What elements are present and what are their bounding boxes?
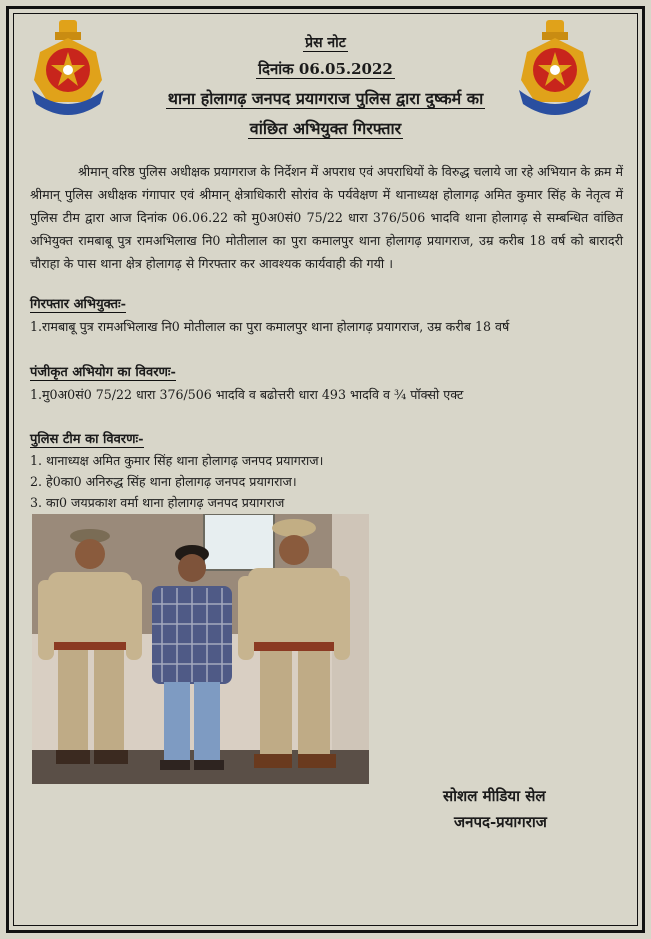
press-note-title: प्रेस नोट <box>305 35 346 51</box>
team-heading: पुलिस टीम का विवरणः- <box>30 432 144 447</box>
press-note-date: दिनांक 06.05.2022 <box>258 60 393 78</box>
team-item: 3. का0 जयप्रकाश वर्मा थाना होलागढ़ जनपद प्रयागराज <box>30 495 285 510</box>
case-heading: पंजीकृत अभियोग का विवरणः- <box>30 365 176 380</box>
signature-line-1: सोशल मीडिया सेल <box>443 787 546 805</box>
body-paragraph: श्रीमान् वरिष्ठ पुलिस अधीक्षक प्रयागराज के निर्देशन में अपराध एवं अपराधियों के विरुद्ध चलाये जा रहे अभियान के क्रम में श्रीमान् पुलिस अधीक्षक गंगापार एवं श्रीमान् क्षेत्राधिकारी सोरांव के पर्यवेक्षण में थानाध्यक्ष होलागढ़ अमित कुमार सिंह के नेतृत्व में पुलिस टीम द्वारा आज दिनांक 06.06.22 को मु0अ0सं0 75/22 धारा 376/506 भादवि थाना होलागढ़ से सम्बन्धित वांछित अभियुक्त रामबाबू पुत्र रामअभिलाख नि0 मोतीलाल का पुरा कमालपुर थाना होलागढ़ प्रयागराज, उम्र करीब 18 वर्ष को बारादरी चौराहा के पास थाना क्षेत्र होलागढ़ से गिरफ्तार कर आवश्यक कार्यवाही की गयी । <box>30 164 623 271</box>
arrest-photo <box>32 514 369 784</box>
team-item: 2. हे0का0 अनिरुद्ध सिंह थाना होलागढ़ जनपद प्रयागराज। <box>30 474 297 489</box>
arrested-item: 1.रामबाबू पुत्र रामअभिलाख नि0 मोतीलाल का पुरा कमालपुर थाना होलागढ़ प्रयागराज, उम्र करीब 18 वर्ष <box>30 319 510 334</box>
case-item: 1.मु0अ0सं0 75/22 धारा 376/506 भादवि व बढोत्तरी धारा 493 भादवि व ¾ पॉक्सो एक्ट <box>30 387 464 402</box>
arrested-heading: गिरफ्तार अभियुक्तः- <box>30 297 127 312</box>
headline-line-1: थाना होलागढ़ जनपद प्रयागराज पुलिस द्वारा दुष्कर्म का <box>167 89 484 108</box>
headline-line-2: वांछित अभियुक्त गिरफ्तार <box>249 119 402 138</box>
signature-line-2: जनपद-प्रयागराज <box>454 813 547 831</box>
team-item: 1. थानाध्यक्ष अमित कुमार सिंह थाना होलागढ़ जनपद प्रयागराज। <box>30 453 324 468</box>
